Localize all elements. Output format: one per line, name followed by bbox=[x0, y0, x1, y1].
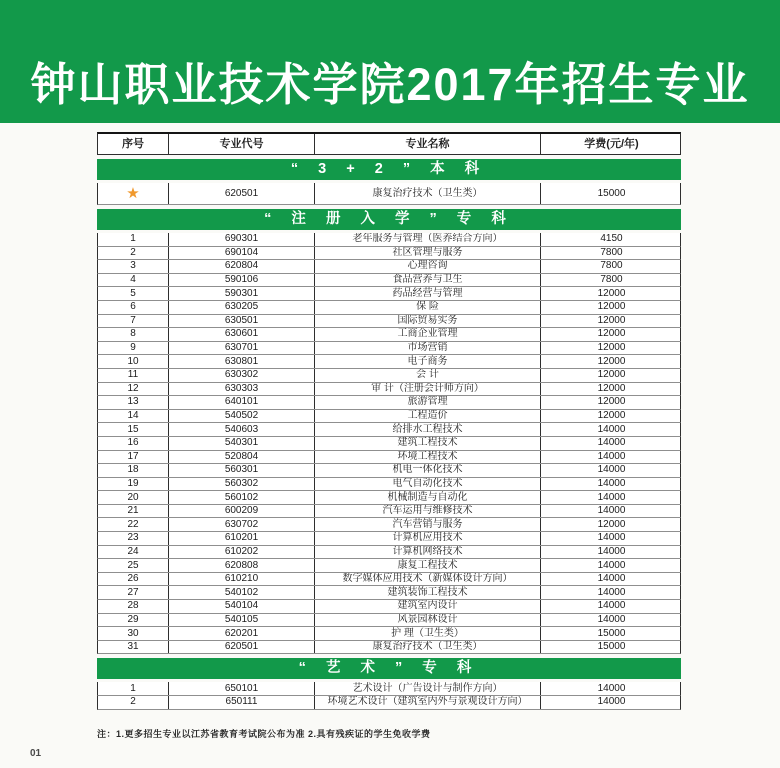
major-name-cell: 机械制造与自动化 bbox=[315, 491, 541, 504]
page-title: 钟山职业技术学院2017年招生专业 bbox=[30, 59, 750, 110]
table-row bbox=[97, 696, 681, 710]
table-row bbox=[97, 328, 681, 342]
serial-number-cell: 23 bbox=[98, 532, 169, 545]
section-label: “ 艺 术 ” 专 科 bbox=[298, 660, 480, 677]
serial-number-cell: 14 bbox=[98, 410, 169, 423]
major-code-cell: 640101 bbox=[169, 396, 315, 409]
serial-number-cell: 25 bbox=[98, 559, 169, 572]
serial-number-cell bbox=[98, 183, 169, 204]
table-row bbox=[97, 518, 681, 532]
major-code-cell: 620501 bbox=[169, 183, 315, 204]
table-row bbox=[97, 559, 681, 573]
major-name-cell: 旅游管理 bbox=[315, 396, 541, 409]
tuition-cell: 12000 bbox=[597, 287, 626, 299]
serial-number-cell: 30 bbox=[98, 627, 169, 640]
tuition-cell: 14000 bbox=[597, 600, 626, 612]
serial-number-cell: 16 bbox=[98, 437, 169, 450]
major-code-cell: 630302 bbox=[169, 369, 315, 382]
major-name-cell: 老年服务与管理（医养结合方向） bbox=[315, 233, 541, 246]
major-name-cell: 建筑室内设计 bbox=[315, 600, 541, 613]
tuition-cell: 14000 bbox=[597, 559, 626, 571]
major-code-cell: 610202 bbox=[169, 546, 315, 559]
major-name-cell: 汽车营销与服务 bbox=[315, 518, 541, 531]
major-code-cell: 540603 bbox=[169, 423, 315, 436]
table-row bbox=[97, 586, 681, 600]
major-code-cell: 540102 bbox=[169, 586, 315, 599]
serial-number-cell: 11 bbox=[98, 369, 169, 382]
tuition-cell: 15000 bbox=[597, 641, 626, 653]
serial-number-cell: 9 bbox=[98, 342, 169, 355]
tuition-cell: 12000 bbox=[597, 396, 626, 408]
major-code-cell: 520804 bbox=[169, 451, 315, 464]
tuition-cell: 14000 bbox=[597, 464, 626, 476]
serial-number-cell: 2 bbox=[98, 247, 169, 260]
table-row bbox=[97, 383, 681, 397]
table-row bbox=[97, 627, 681, 641]
tuition-cell: 12000 bbox=[597, 369, 626, 381]
major-code-cell: 630701 bbox=[169, 342, 315, 355]
table-row bbox=[97, 183, 681, 205]
serial-number-cell: 13 bbox=[98, 396, 169, 409]
major-name-cell: 艺术设计（广告设计与制作方向） bbox=[315, 682, 541, 695]
serial-number-cell: 31 bbox=[98, 641, 169, 654]
serial-number-cell: 2 bbox=[98, 696, 169, 709]
major-name-cell: 计算机应用技术 bbox=[315, 532, 541, 545]
table-row bbox=[97, 274, 681, 288]
table-row bbox=[97, 396, 681, 410]
tuition-cell: 4150 bbox=[600, 233, 623, 245]
page-number: 01 bbox=[30, 748, 42, 759]
section-header-band bbox=[97, 159, 681, 180]
section-label: “ 注 册 入 学 ” 专 科 bbox=[264, 210, 514, 227]
table-row bbox=[97, 342, 681, 356]
table-header-row bbox=[97, 132, 681, 155]
major-name-cell: 数字媒体应用技术（新媒体设计方向） bbox=[315, 573, 541, 586]
major-code-cell: 590106 bbox=[169, 274, 315, 287]
major-code-cell: 630205 bbox=[169, 301, 315, 314]
major-code-cell: 620501 bbox=[169, 641, 315, 654]
major-name-cell: 建筑工程技术 bbox=[315, 437, 541, 450]
major-code-cell: 650101 bbox=[169, 682, 315, 695]
tuition-cell: 14000 bbox=[597, 450, 626, 462]
major-name-cell: 电子商务 bbox=[315, 355, 541, 368]
tuition-cell: 12000 bbox=[597, 301, 626, 313]
table-row bbox=[97, 546, 681, 560]
tuition-cell: 14000 bbox=[597, 491, 626, 503]
major-code-cell: 540301 bbox=[169, 437, 315, 450]
admissions-table bbox=[97, 132, 681, 710]
table-row bbox=[97, 369, 681, 383]
tuition-cell: 14000 bbox=[597, 696, 626, 708]
major-code-cell: 600209 bbox=[169, 505, 315, 518]
major-code-cell: 620201 bbox=[169, 627, 315, 640]
major-code-cell: 610210 bbox=[169, 573, 315, 586]
serial-number-cell: 7 bbox=[98, 315, 169, 328]
tuition-cell: 12000 bbox=[597, 382, 626, 394]
table-row bbox=[97, 614, 681, 628]
table-row bbox=[97, 260, 681, 274]
serial-number-cell: 1 bbox=[98, 682, 169, 695]
serial-number-cell: 27 bbox=[98, 586, 169, 599]
serial-number-cell: 18 bbox=[98, 464, 169, 477]
tuition-cell: 14000 bbox=[597, 423, 626, 435]
major-code-cell: 590301 bbox=[169, 287, 315, 300]
tuition-cell: 14000 bbox=[597, 437, 626, 449]
tuition-cell: 15000 bbox=[597, 627, 626, 639]
serial-number-cell: 6 bbox=[98, 301, 169, 314]
tuition-cell: 14000 bbox=[597, 586, 626, 598]
tuition-cell: 12000 bbox=[597, 314, 626, 326]
serial-number-cell: 4 bbox=[98, 274, 169, 287]
tuition-cell: 14000 bbox=[597, 545, 626, 557]
serial-number-cell: 26 bbox=[98, 573, 169, 586]
header-major-code: 专业代号 bbox=[169, 134, 315, 154]
table-row bbox=[97, 233, 681, 247]
table-row bbox=[97, 315, 681, 329]
serial-number-cell: 28 bbox=[98, 600, 169, 613]
major-code-cell: 630801 bbox=[169, 355, 315, 368]
table-row bbox=[97, 478, 681, 492]
major-name-cell: 药品经营与管理 bbox=[315, 287, 541, 300]
table-row bbox=[97, 505, 681, 519]
major-name-cell: 电气自动化技术 bbox=[315, 478, 541, 491]
tuition-cell: 7800 bbox=[600, 246, 623, 258]
major-code-cell: 690104 bbox=[169, 247, 315, 260]
header-tuition: 学费(元/年) bbox=[584, 137, 639, 150]
major-name-cell: 审 计（注册会计师方向） bbox=[315, 383, 541, 396]
table-row bbox=[97, 301, 681, 315]
serial-number-cell: 17 bbox=[98, 451, 169, 464]
major-name-cell: 工商企业管理 bbox=[315, 328, 541, 341]
tuition-cell: 12000 bbox=[597, 328, 626, 340]
major-code-cell: 620808 bbox=[169, 559, 315, 572]
tuition-cell: 14000 bbox=[597, 613, 626, 625]
header-serial-number: 序号 bbox=[98, 134, 169, 154]
serial-number-cell: 3 bbox=[98, 260, 169, 273]
tuition-cell: 12000 bbox=[597, 355, 626, 367]
major-code-cell: 630303 bbox=[169, 383, 315, 396]
major-name-cell: 机电一体化技术 bbox=[315, 464, 541, 477]
major-name-cell: 环境艺术设计（建筑室内外与景观设计方向） bbox=[315, 696, 541, 709]
serial-number-cell: 10 bbox=[98, 355, 169, 368]
major-name-cell: 护 理（卫生类） bbox=[315, 627, 541, 640]
tuition-cell: 15000 bbox=[597, 187, 626, 199]
section-header-band bbox=[97, 209, 681, 230]
major-name-cell: 社区管理与服务 bbox=[315, 247, 541, 260]
serial-number-cell: 22 bbox=[98, 518, 169, 531]
tuition-cell: 14000 bbox=[597, 532, 626, 544]
table-row bbox=[97, 451, 681, 465]
tuition-cell: 12000 bbox=[597, 518, 626, 530]
tuition-cell: 14000 bbox=[597, 505, 626, 517]
table-row bbox=[97, 682, 681, 696]
table-body bbox=[97, 159, 681, 710]
tuition-cell: 7800 bbox=[600, 260, 623, 272]
serial-number-cell: 15 bbox=[98, 423, 169, 436]
table-row bbox=[97, 423, 681, 437]
tuition-cell: 14000 bbox=[597, 573, 626, 585]
major-code-cell: 540105 bbox=[169, 614, 315, 627]
major-name-cell: 康复治疗技术（卫生类） bbox=[315, 641, 541, 654]
major-code-cell: 540502 bbox=[169, 410, 315, 423]
serial-number-cell: 21 bbox=[98, 505, 169, 518]
major-code-cell: 540104 bbox=[169, 600, 315, 613]
major-code-cell: 630702 bbox=[169, 518, 315, 531]
table-row bbox=[97, 532, 681, 546]
major-code-cell: 560301 bbox=[169, 464, 315, 477]
table-row bbox=[97, 437, 681, 451]
serial-number-cell: 29 bbox=[98, 614, 169, 627]
major-name-cell: 国际贸易实务 bbox=[315, 315, 541, 328]
major-code-cell: 630501 bbox=[169, 315, 315, 328]
serial-number-cell: 20 bbox=[98, 491, 169, 504]
major-code-cell: 610201 bbox=[169, 532, 315, 545]
serial-number-cell: 12 bbox=[98, 383, 169, 396]
major-name-cell: 工程造价 bbox=[315, 410, 541, 423]
table-row bbox=[97, 600, 681, 614]
major-code-cell: 630601 bbox=[169, 328, 315, 341]
major-name-cell: 计算机网络技术 bbox=[315, 546, 541, 559]
major-name-cell: 风景园林设计 bbox=[315, 614, 541, 627]
major-code-cell: 560302 bbox=[169, 478, 315, 491]
major-code-cell: 690301 bbox=[169, 233, 315, 246]
table-row bbox=[97, 641, 681, 655]
tuition-cell: 12000 bbox=[597, 410, 626, 422]
tuition-cell: 14000 bbox=[597, 477, 626, 489]
table-row bbox=[97, 491, 681, 505]
tuition-cell: 14000 bbox=[597, 682, 626, 694]
table-row bbox=[97, 464, 681, 478]
serial-number-cell: 5 bbox=[98, 287, 169, 300]
major-name-cell: 给排水工程技术 bbox=[315, 423, 541, 436]
section-label: “ 3 + 2 ” 本 科 bbox=[290, 160, 488, 177]
star-icon: ★ bbox=[126, 185, 140, 202]
major-name-cell: 环境工程技术 bbox=[315, 451, 541, 464]
table-row bbox=[97, 410, 681, 424]
major-name-cell: 建筑装饰工程技术 bbox=[315, 586, 541, 599]
major-name-cell: 心理咨询 bbox=[315, 260, 541, 273]
major-name-cell: 康复工程技术 bbox=[315, 559, 541, 572]
title-banner bbox=[0, 0, 780, 123]
section-header-band bbox=[97, 658, 681, 679]
major-name-cell: 食品营养与卫生 bbox=[315, 274, 541, 287]
major-code-cell: 650111 bbox=[169, 696, 315, 709]
header-major-name: 专业名称 bbox=[315, 134, 541, 154]
tuition-cell: 12000 bbox=[597, 342, 626, 354]
major-code-cell: 620804 bbox=[169, 260, 315, 273]
serial-number-cell: 19 bbox=[98, 478, 169, 491]
table-row bbox=[97, 355, 681, 369]
serial-number-cell: 8 bbox=[98, 328, 169, 341]
major-name-cell: 康复治疗技术（卫生类） bbox=[315, 183, 541, 204]
serial-number-cell: 1 bbox=[98, 233, 169, 246]
tuition-cell: 7800 bbox=[600, 274, 623, 286]
major-name-cell: 保 险 bbox=[315, 301, 541, 314]
serial-number-cell: 24 bbox=[98, 546, 169, 559]
table-row bbox=[97, 573, 681, 587]
major-code-cell: 560102 bbox=[169, 491, 315, 504]
footnote: 注：1.更多招生专业以江苏省教育考试院公布为准 2.具有残疾证的学生免收学费 bbox=[97, 729, 431, 739]
table-row bbox=[97, 287, 681, 301]
major-name-cell: 会 计 bbox=[315, 369, 541, 382]
table-row bbox=[97, 247, 681, 261]
major-name-cell: 汽车运用与维修技术 bbox=[315, 505, 541, 518]
major-name-cell: 市场营销 bbox=[315, 342, 541, 355]
